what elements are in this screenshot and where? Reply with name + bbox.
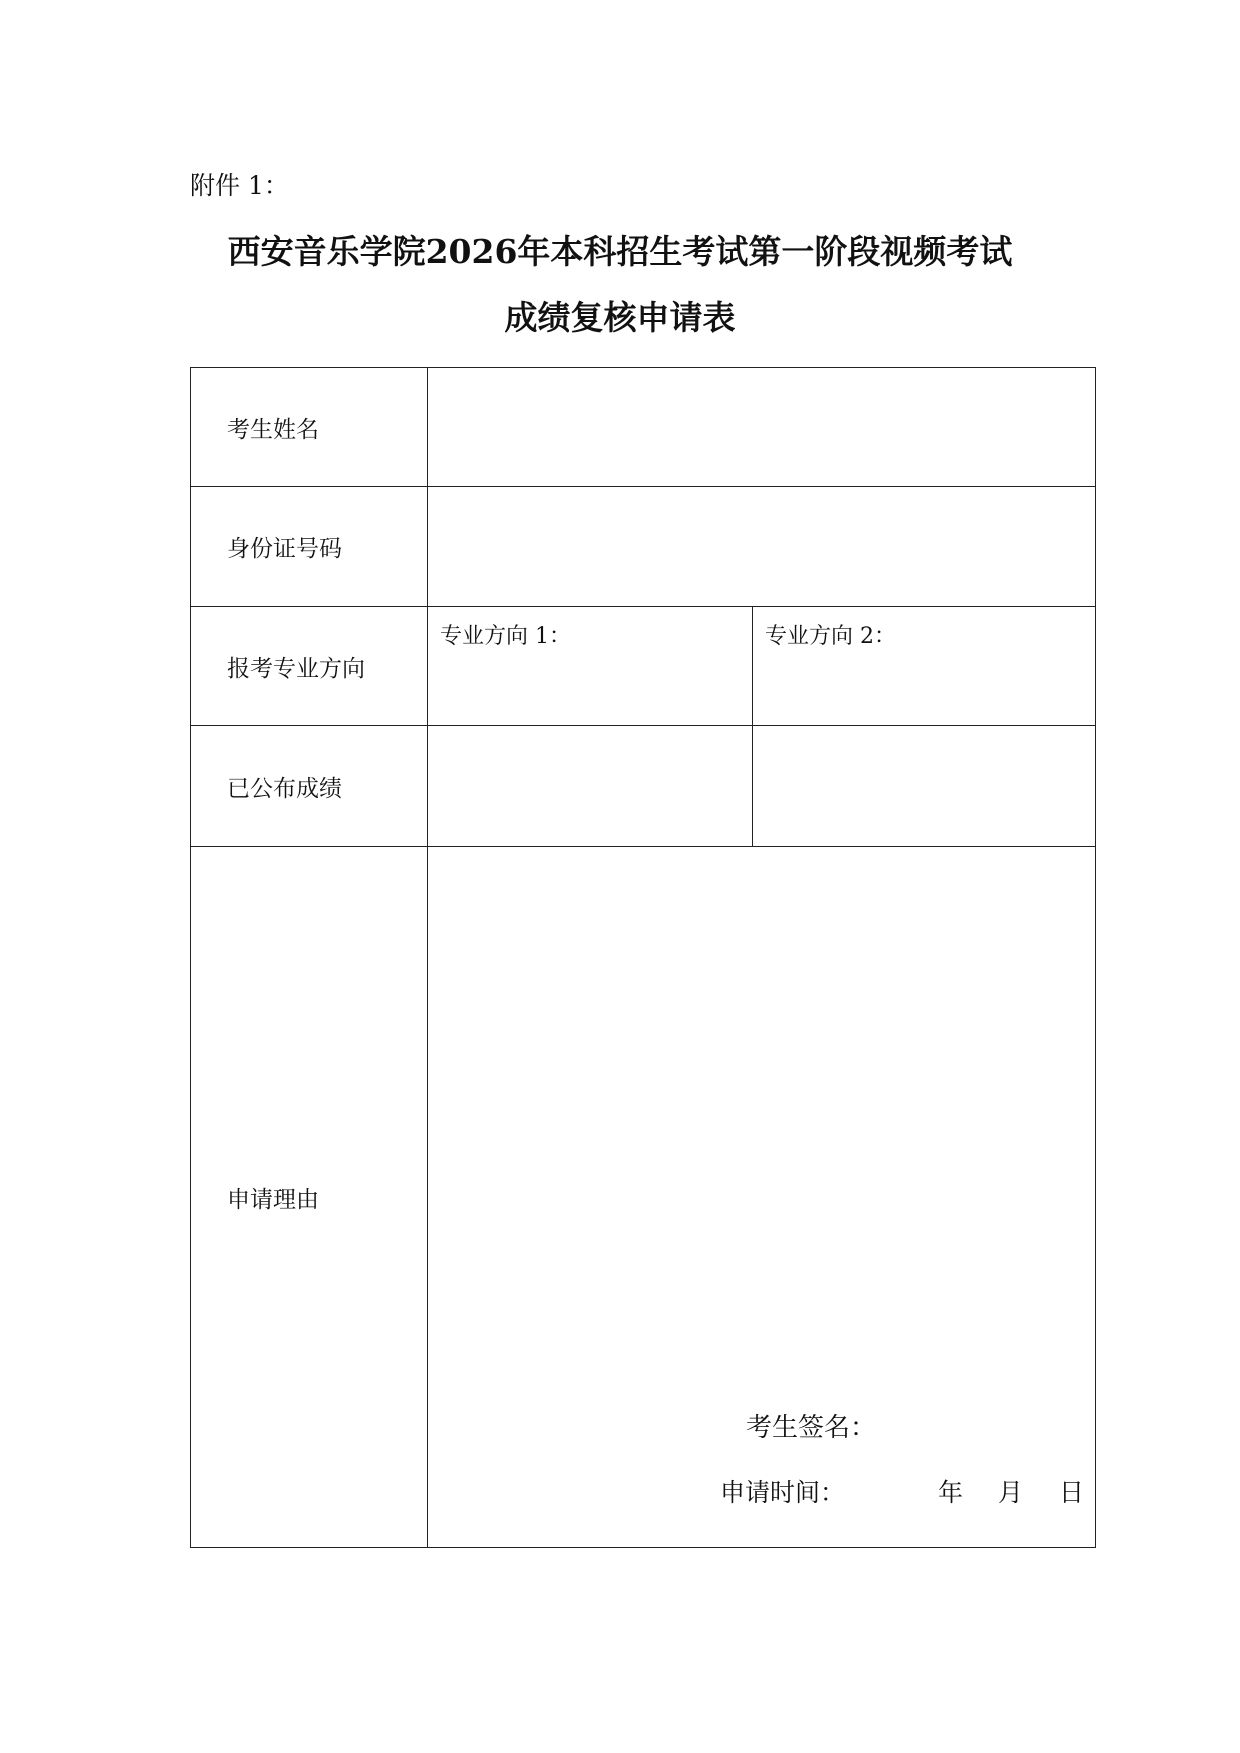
name-label: 考生姓名 <box>191 368 428 487</box>
score1-field[interactable] <box>428 726 753 847</box>
id-field[interactable] <box>428 487 1096 607</box>
attachment-label: 附件 1： <box>190 171 289 200</box>
id-label: 身份证号码 <box>191 487 428 607</box>
major2-field[interactable] <box>753 607 1096 726</box>
month-label: 月 <box>998 1478 1024 1507</box>
major1-field[interactable] <box>428 607 753 726</box>
score-label: 已公布成绩 <box>191 726 428 847</box>
name-field[interactable] <box>428 368 1096 487</box>
signature-label: 考生签名： <box>746 1413 877 1443</box>
date-label: 申请时间： <box>720 1478 846 1507</box>
score2-field[interactable] <box>753 726 1096 847</box>
application-form-table <box>190 367 1096 1548</box>
reason-label: 申请理由 <box>191 847 428 1548</box>
major-label: 报考专业方向 <box>191 607 428 726</box>
title-line-2: 成绩复核申请表 <box>504 298 736 337</box>
day-label: 日 <box>1059 1478 1085 1507</box>
major1-label: 专业方向 1： <box>440 624 571 649</box>
title-line-1: 西安音乐学院2026年本科招生考试第一阶段视频考试 <box>227 232 1013 271</box>
major2-label: 专业方向 2： <box>765 624 896 649</box>
year-label: 年 <box>938 1478 964 1507</box>
